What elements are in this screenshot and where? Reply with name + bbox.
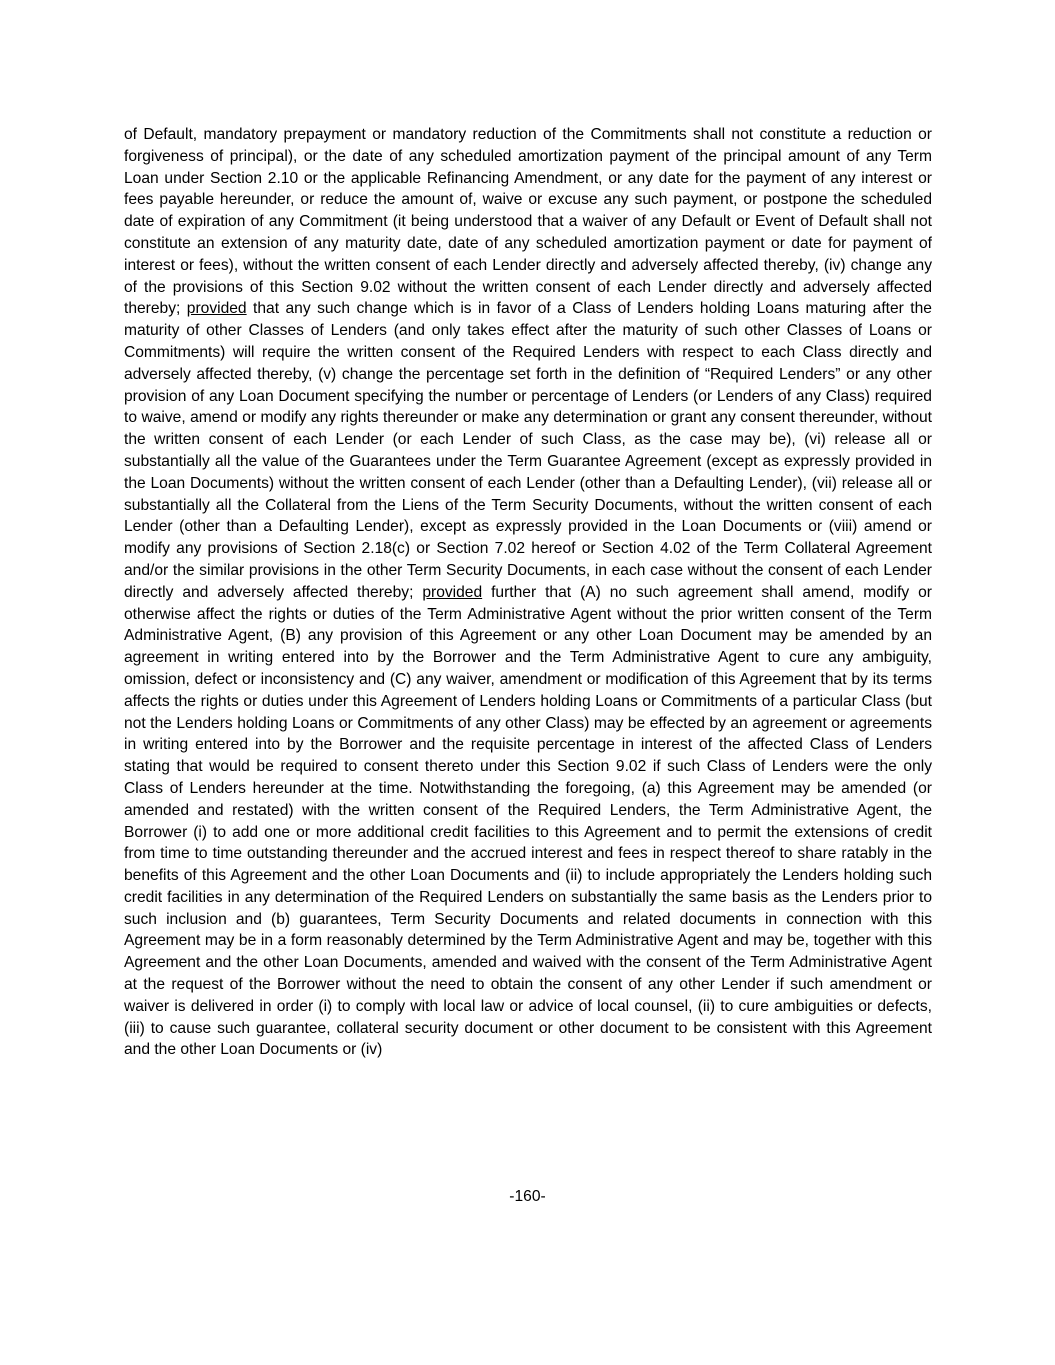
body-paragraph: [124, 124, 932, 1061]
paragraph-text-part-2: that any such change which is in favor of a Class of Lenders holding Loans maturing after the maturity of other Classes of Lenders (and only takes effect after the maturity of such other Classes of Loans or Commitments) will require the written consent of the Required Lenders with respect to each Class directly and adversely affected thereby, (v) change the percentage set forth in the definition of “Required Lenders” or any other provision of any Loan Document specifying the number or percentage of Lenders (or Lenders of any Class) required to waive, amend or modify any rights thereunder or make any determination or grant any consent thereunder, without the written consent of each Lender (or each Lender of such Class, as the case may be), (vi) release all or substantially all the value of the Guarantees under the Term Guarantee Agreement (except as expressly provided in the Loan Documents) without the written consent of each Lender (other than a Defaulting Lender), (vii) release all or substantially all the Collateral from the Liens of the Term Security Documents, without the written consent of each Lender (other than a Defaulting Lender), except as expressly provided in the Loan Documents or (viii) amend or modify any provisions of Section 2.18(c) or Section 7.02 hereof or Section 4.02 of the Term Collateral Agreement and/or the similar provisions in the other Term Security Documents, in each case without the consent of each Lender directly and adversely affected thereby;: [124, 300, 932, 601]
page-number: -160-: [509, 1188, 546, 1205]
provided-emphasis-1: provided: [186, 300, 247, 318]
paragraph-text-part-3: further that (A) no such agreement shall amend, modify or otherwise affect the rights or duties of the Term Administrative Agent without the prior written consent of the Term Administrative Agent, (B) any provision of this Agreement or any other Loan Document may be amended by an agreement in writing entered into by the Borrower and the Term Administrative Agent to cure any ambiguity, omission, defect or inconsistency and (C) any waiver, amendment or modification of this Agreement that by its terms affects the rights or duties under this Agreement of Lenders holding Loans or Commitments of a particular Class (but not the Lenders holding Loans or Commitments of any other Class) may be effected by an agreement or agreements in writing entered into by the Borrower and the requisite percentage in interest of the affected Class of Lenders stating that would be required to consent thereto under this Section 9.02 if such Class of Lenders were the only Class of Lenders hereunder at the time. Notwithstanding the foregoing, (a) this Agreement may be amended (or amended and restated) with the written consent of the Required Lenders, the Term Administrative Agent, the Borrower (i) to add one or more additional credit facilities to this Agreement and to permit the extensions of credit from time to time outstanding thereunder and the accrued interest and fees in respect thereof to share ratably in the benefits of this Agreement and the other Loan Documents and (ii) to include appropriately the Lenders holding such credit facilities in any determination of the Required Lenders on substantially the same basis as the Lenders prior to such inclusion and (b) guarantees, Term Security Documents and related documents in connection with this Agreement may be in a form reasonably determined by the Term Administrative Agent and may be, together with this Agreement and the other Loan Documents, amended and waived with the consent of the Term Administrative Agent at the request of the Borrower without the need to obtain the consent of any other Lender if such amendment or waiver is delivered in order (i) to comply with local law or advice of local counsel, (ii) to cure ambiguities or defects, (iii) to cause such guarantee, collateral security document or other document to be consistent with this Agreement and the other Loan Documents or (iv): [124, 583, 932, 1059]
provided-emphasis-2: provided: [422, 583, 483, 601]
paragraph-text-part-1: of Default, mandatory prepayment or mandatory reduction of the Commitments shall not constitute a reduction or forgiveness of principal), or the date of any scheduled amortization payment of the principal amount of any Term Loan under Section 2.10 or the applicable Refinancing Amendment, or any date for the payment of any interest or fees payable hereunder, or reduce the amount of, waive or excuse any such payment, or postpone the scheduled date of expiration of any Commitment (it being understood that a waiver of any Default or Event of Default shall not constitute an extension of any maturity date, date of any scheduled amortization payment or date for payment of interest or fees), without the written consent of each Lender directly and adversely affected thereby, (iv) change any of the provisions of this Section 9.02 without the written consent of each Lender directly and adversely affected thereby;: [124, 126, 932, 318]
